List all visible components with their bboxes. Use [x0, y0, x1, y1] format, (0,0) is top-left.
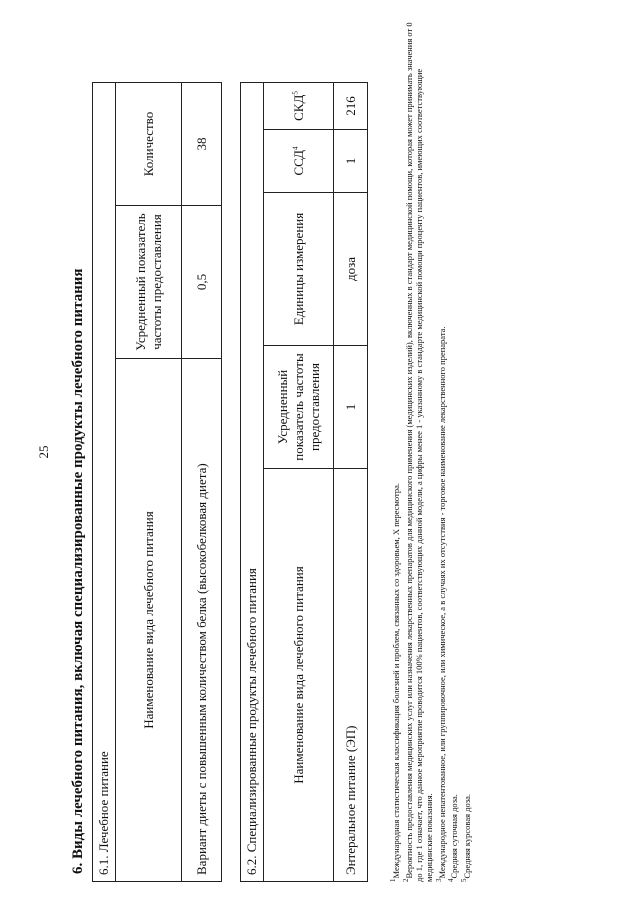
medical-nutrition-table [92, 82, 222, 882]
rotated-page-content [70, 22, 550, 882]
table-cell: 38 [182, 83, 222, 206]
table-caption: 6.2. Специализированные продукты лечебного питания [241, 83, 264, 882]
table-row [182, 83, 222, 882]
specialized-products-table [240, 82, 368, 882]
footnote: $^3$Международное непатентованное, или группировочное, или химическое, а в случаях их отсутствия - торговое наименование лекарственного препарата. [434, 326, 447, 882]
table-cell: доза [334, 193, 368, 346]
footnotes [388, 22, 472, 882]
footnote: $^1$Международная статистическая классификация болезней и проблем, связанных со здоровьем, X пересмотра. [389, 482, 401, 882]
table-cell: Вариант диеты с повышенным количеством белка (высокобелковая диета) [182, 359, 222, 882]
table-caption: 6.1. Лечебное питание [93, 83, 116, 882]
column-header: Усредненный показатель частоты предоставления [264, 346, 334, 469]
column-header: Наименование вида лечебного питания [264, 469, 334, 882]
column-header: Количество [116, 83, 182, 206]
table-cell: 216 [334, 83, 368, 130]
page-number: 25 [36, 445, 51, 459]
table-cell: 0,5 [182, 206, 222, 359]
table-row [334, 83, 368, 882]
table-cell: Энтеральное питание (ЭП) [334, 469, 368, 882]
column-header-ssd: ССД$^4$ [264, 130, 334, 193]
footnote: $^2$Вероятность предоставления медицинских услуг или назначения лекарственных препаратов для медицинского применения (медицинских изделий), включенных в стандарт медицинской помощи, которая может принимать значения от 0 до 1, где 1 означает, что данное мероприятие проводится 100% пациентов, соответствующих данной модели, а цифры менее 1 - указанному в стандарте медицинской помощи проценту пациентов, имеющих соответствующие медицинские показания. [401, 22, 434, 882]
column-header: Наименование вида лечебного питания [116, 359, 182, 882]
footnote: $^4$Средняя суточная доза. [447, 794, 460, 882]
column-header: Усредненный показатель частоты предоставления [116, 206, 182, 359]
column-header: Единицы измерения [264, 193, 334, 346]
column-header-skd: СКД$^5$ [264, 83, 334, 130]
footnote: $^5$Средняя курсовая доза. [460, 794, 473, 882]
table-cell: 1 [334, 346, 368, 469]
table-cell: 1 [334, 130, 368, 193]
section-title: 6. Виды лечебного питания, включая специализированные продукты лечебного питания [70, 268, 86, 874]
